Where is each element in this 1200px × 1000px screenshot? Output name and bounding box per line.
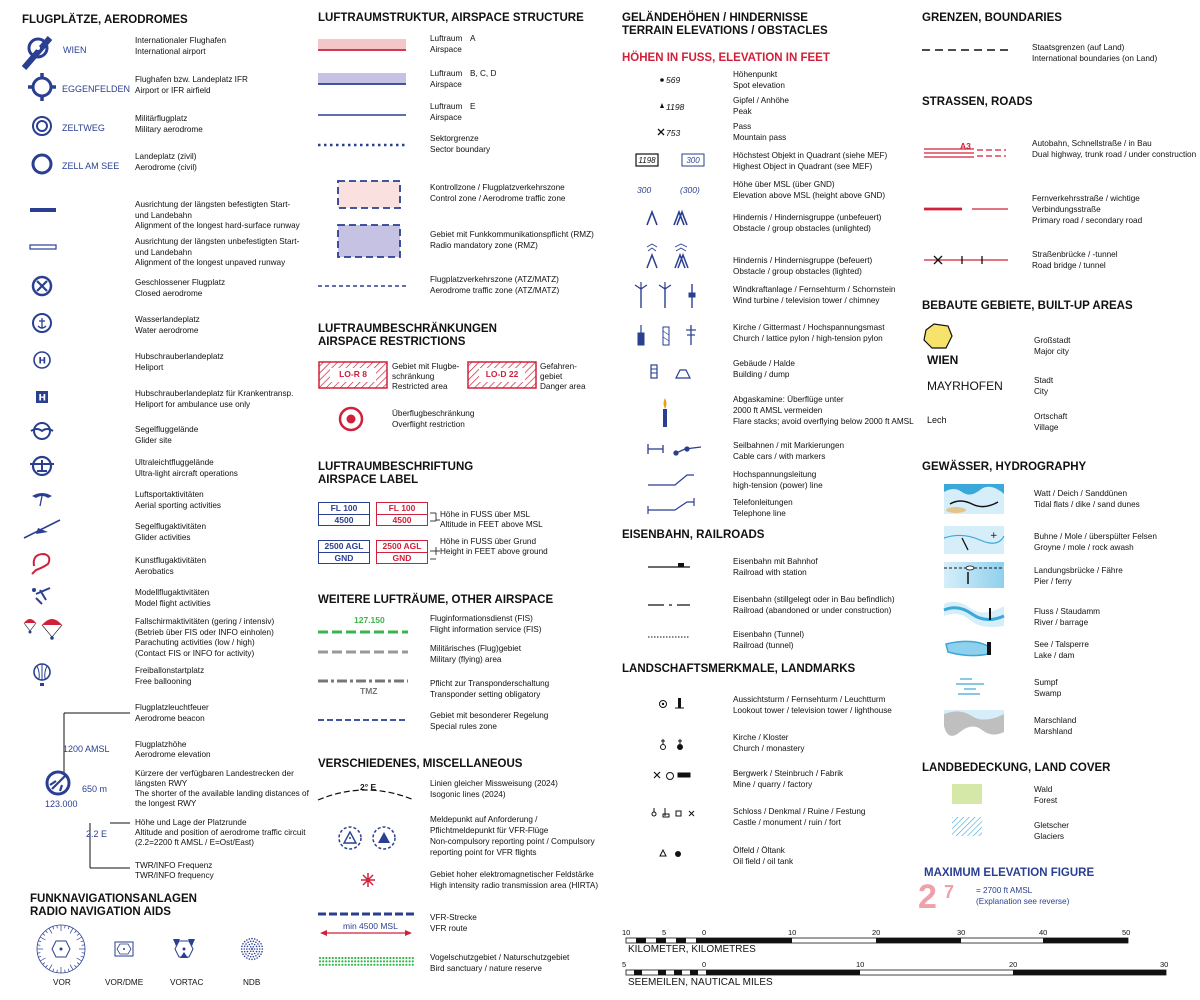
hq-black-value: 1198 (638, 156, 656, 165)
lm5-en: Oil field / oil tank (733, 857, 794, 866)
section-title-radio-de: FUNKNAVIGATIONSANLAGEN (30, 893, 197, 905)
obst-unl-de: Hindernis / Hindernisgruppe (unbefeuert) (733, 213, 882, 222)
rwy-text-4: the longest RWY (135, 799, 197, 808)
city3-en: Village (1034, 423, 1059, 432)
aerodrome-legend-text: Geschlossener Flugplatz (135, 278, 226, 287)
boundary-road-symbols (922, 40, 1022, 280)
aerodrome-legend-text: Segelfluggelände (135, 425, 199, 434)
aerodrome-legend-text: Heliport (135, 362, 164, 372)
wind-de: Windkraftanlage / Fernsehturm / Schornstein (733, 285, 896, 294)
forest-en: Forest (1034, 796, 1058, 805)
obst-l-de: Hindernis / Hindernisgruppe (befeuert) (733, 256, 873, 265)
rwy-text-1: Kürzere der verfügbaren Landestrecken der (135, 769, 294, 778)
tel-en: Telephone line (733, 509, 786, 518)
section-title-built-up: BEBAUTE GEBIETE, BUILT-UP AREAS (922, 300, 1133, 312)
city2-en: City (1034, 387, 1049, 396)
mef-figure-big: 2 (918, 878, 937, 916)
atz-de: Flugplatzverkehrszone (ATZ/MATZ) (430, 275, 559, 284)
hq-en: Highest Object in Quadrant (see MEF) (733, 162, 873, 171)
aerodrome-legend-text: Closed aerodrome (135, 288, 203, 298)
fis-en: Flight information service (FIS) (430, 625, 542, 634)
road-bridge-tunnel-icon (924, 256, 1008, 264)
isog-en: Isogonic lines (2024) (430, 790, 506, 799)
elev-text-en: Aerodrome elevation (135, 750, 211, 759)
highway-number: A3 (960, 141, 971, 151)
svg-text:H: H (38, 393, 47, 404)
aerodrome-legend-text: International airport (135, 46, 206, 56)
road3-en: Road bridge / tunnel (1032, 261, 1106, 270)
airspace-a-1: Luftraum (430, 34, 463, 43)
rail3-de: Eisenbahn (Tunnel) (733, 630, 805, 639)
aerodrome-legend-text: Alignment of the longest hard-surface runway (135, 221, 300, 230)
tmz-de: Pflicht zur Transponderschaltung (430, 679, 550, 688)
tmz-en: Transponder setting obligatory (430, 690, 541, 699)
aerodrome-legend-text: Hubschrauberlandeplatz (135, 352, 224, 361)
h1-en: Tidal flats / dike / sand dunes (1034, 500, 1140, 509)
scale-tick-label: 40 (1039, 928, 1048, 937)
lod-text-1: Gefahren- (540, 362, 577, 371)
isog-de: Linien gleicher Missweisung (2024) (430, 779, 558, 788)
sector-en: Sector boundary (430, 145, 491, 154)
scale-tick-label: 30 (1160, 960, 1169, 969)
sector-de: Sektorgrenze (430, 134, 479, 143)
special-en: Special rules zone (430, 722, 497, 731)
section-title-terrain-en: TERRAIN ELEVATIONS / OBSTACLES (622, 25, 828, 37)
ctr-de: Kontrollzone / Flugplatzverkehrszone (430, 183, 565, 192)
aerodrome-legend-text: Alignment of the longest unpaved runway (135, 258, 286, 267)
cable-de: Seilbahnen / mit Markierungen (733, 441, 845, 450)
report-2: Pflichtmeldepunkt für VFR-Flüge (430, 826, 549, 835)
h3-en: Pier / ferry (1034, 577, 1072, 586)
atz-en: Aerodrome traffic zone (ATZ/MATZ) (430, 286, 560, 295)
rmz-de: Gebiet mit Funkkommunikationspflicht (RMZ) (430, 230, 594, 239)
spot-elevation-value: 569 (666, 75, 681, 85)
aerodrome-legend-text: Wasserlandeplatz (135, 315, 200, 324)
city2-de: Stadt (1034, 376, 1054, 385)
vfr-de: VFR-Strecke (430, 913, 477, 922)
aerodrome-legend-text: Parachuting activities (low / high) (135, 638, 255, 647)
scale-tick-label: 10 (856, 960, 865, 969)
rmz-en: Radio mandatory zone (RMZ) (430, 241, 538, 250)
agl-text-en: Height in FEET above ground (440, 547, 548, 556)
section-title-label-en: AIRSPACE LABEL (318, 474, 419, 486)
major-city-name: WIEN (927, 353, 959, 367)
vfr-en: VFR route (430, 924, 468, 933)
aerodrome-legend-text: Modellflugaktivitäten (135, 588, 210, 597)
lm1-de: Aussichtsturm / Fernsehturm / Leuchtturm (733, 695, 886, 704)
report-3: Non-compulsory reporting point / Compulsory (430, 837, 595, 846)
gnd-en: Elevation above MSL (height above GND) (733, 191, 886, 200)
aerodrome-legend-text: Water aerodrome (135, 325, 199, 335)
twr-text-de: TWR/INFO Frequenz (135, 861, 213, 870)
section-title-boundaries: GRENZEN, BOUNDARIES (922, 12, 1062, 24)
peak-value: 1198 (666, 102, 685, 112)
aerodrome-legend-text: Ausrichtung der längsten befestigten Start- (135, 200, 291, 209)
hq-blue-value: 300 (686, 156, 700, 165)
major-city-icon (922, 322, 962, 354)
flare-2: 2000 ft AMSL vermeiden (733, 406, 823, 415)
scale-tick-label: 0 (702, 928, 707, 937)
danger-area-label: LO-D 22 (485, 369, 519, 379)
rwy-text-3: The shorter of the available landing distances of (135, 789, 309, 798)
radio-label-vor: VOR (53, 978, 71, 987)
aerodrome-legend-text: und Landebahn (135, 210, 192, 220)
agl-label-blue: 2500 AGL GND (318, 540, 370, 564)
section-title-landmarks: LANDSCHAFTSMERKMALE, LANDMARKS (622, 663, 856, 675)
circ-text-3: (2.2=2200 ft AMSL / E=Ost/East) (135, 838, 254, 847)
scale-km-label: KILOMETER, KILOMETRES (628, 944, 756, 955)
fl-text-en: Altitude in FEET above MSL (440, 520, 543, 529)
bird-en: Bird sanctuary / nature reserve (430, 964, 542, 973)
section-title-airspace-structure: LUFTRAUMSTRUKTUR, AIRSPACE STRUCTURE (318, 12, 584, 24)
aerodrome-legend-text: Aerodrome (civil) (135, 162, 197, 172)
wind-en: Wind turbine / television tower / chimney (733, 296, 880, 305)
rail2-de: Eisenbahn (stillgelegt oder in Bau befindlich) (733, 595, 895, 604)
aerodrome-legend-text: Ausrichtung der längsten unbefestigten Start- (135, 237, 300, 246)
aerodrome-legend-text: Free ballooning (135, 676, 192, 686)
cable-en: Cable cars / with markers (733, 452, 826, 461)
pier-ferry-icon (944, 562, 1004, 588)
spot-en: Spot elevation (733, 81, 785, 90)
section-title-roads: STRASSEN, ROADS (922, 96, 1033, 108)
lm4-de: Schloss / Denkmal / Ruine / Festung (733, 807, 866, 816)
forest-swatch (952, 784, 982, 804)
ctr-en: Control zone / Aerodrome traffic zone (430, 194, 566, 203)
airspace-e-2: E (470, 102, 476, 111)
glacier-en: Glaciers (1034, 832, 1065, 841)
aerodrome-name-label: WIEN (63, 45, 87, 55)
svg-text:H: H (38, 356, 47, 367)
runway-length-label: 650 m (82, 784, 108, 794)
bound-de: Staatsgrenzen (auf Land) (1032, 43, 1125, 52)
bird-de: Vogelschutzgebiet / Naturschutzgebiet (430, 953, 570, 962)
spot-de: Höhenpunkt (733, 70, 778, 79)
mef-figure-small: 7 (944, 882, 955, 902)
aerodrome-legend-text: Freiballonstartplatz (135, 666, 205, 675)
hirta-de: Gebiet hoher elektromagnetischer Feldstärke (430, 870, 594, 879)
h4-en: River / barrage (1034, 618, 1089, 627)
airspace-bcd-2: B, C, D (470, 69, 497, 78)
pass-de: Pass (733, 122, 752, 131)
restricted-area-label: LO-R 8 (339, 369, 367, 379)
rail1-de: Eisenbahn mit Bahnhof (733, 557, 818, 566)
aerodrome-legend-text: Ultraleichtfluggelände (135, 458, 214, 467)
h2-de: Buhne / Mole / überspülter Felsen (1034, 532, 1157, 541)
vfr-route-label: min 4500 MSL (343, 921, 398, 931)
hq-de: Höchstest Objekt in Quadrant (siehe MEF) (733, 151, 888, 160)
section-title-terrain-de: GELÄNDEHÖHEN / HINDERNISSE (622, 12, 808, 24)
section-title-railroads: EISENBAHN, RAILROADS (622, 529, 765, 541)
road1-en: Dual highway, trunk road / under construction (1032, 150, 1197, 159)
beacon-text-de: Flugplatzleuchtfeuer (135, 703, 209, 712)
mef-text-1: = 2700 ft AMSL (976, 886, 1033, 895)
lm3-de: Bergwerk / Steinbruch / Fabrik (733, 769, 844, 778)
overflight-de: Überflugbeschränkung (392, 409, 475, 418)
lm3-en: Mine / quarry / factory (733, 780, 813, 789)
h6-en: Swamp (1034, 689, 1062, 698)
road2-2: Verbindungsstraße (1032, 205, 1101, 214)
section-title-land-cover: LANDBEDECKUNG, LAND COVER (922, 762, 1111, 774)
msl-value: 300 (637, 185, 652, 195)
h3-de: Landungsbrücke / Fähre (1034, 566, 1123, 575)
h1-de: Watt / Deich / Sanddünen (1034, 489, 1127, 498)
section-title-mef: MAXIMUM ELEVATION FIGURE (924, 867, 1095, 879)
aerodrome-legend-text: Segelflugaktivitäten (135, 522, 207, 531)
special-de: Gebiet mit besonderer Regelung (430, 711, 549, 720)
aerodrome-legend-text: Glider activities (135, 532, 191, 542)
lm5-de: Ölfeld / Öltank (733, 846, 785, 855)
aerodrome-legend-text: Glider site (135, 435, 172, 445)
marshland-icon (944, 710, 1004, 736)
lm2-de: Kirche / Kloster (733, 733, 789, 742)
mil-en: Military (flying) area (430, 655, 502, 664)
scale-tick-label: 20 (1009, 960, 1018, 969)
road1-de: Autobahn, Schnellstraße / in Bau (1032, 139, 1152, 148)
aerodrome-legend-text: Fallschirmaktivitäten (gering / intensiv) (135, 617, 275, 626)
aerodrome-legend-text: Aerial sporting activities (135, 500, 222, 510)
scale-tick-label: 10 (622, 928, 631, 937)
building-en: Building / dump (733, 370, 790, 379)
aerodrome-legend-text: Model flight activities (135, 598, 211, 608)
hirta-en: High intensity radio transmission area (HIRTA) (430, 881, 599, 890)
peak-de: Gipfel / Anhöhe (733, 96, 789, 105)
fl-text-de: Höhe in FUSS über MSL (440, 510, 531, 519)
city3-de: Ortschaft (1034, 412, 1068, 421)
fl-label-red: FL 100 4500 (376, 502, 428, 526)
lod-text-2: gebiet (540, 372, 563, 381)
h2-en: Groyne / mole / rock awash (1034, 543, 1134, 552)
beacon-text-en: Aerodrome beacon (135, 714, 205, 723)
section-title-label-de: LUFTRAUMBESCHRIFTUNG (318, 461, 474, 473)
fis-de: Fluginformationsdienst (FIS) (430, 614, 533, 623)
aerodrome-legend-text: Militärflugplatz (135, 114, 188, 123)
aerodrome-legend-text: Military aerodrome (135, 124, 203, 134)
village-name: Lech (927, 415, 947, 425)
aerodrome-legend-text: Flughafen bzw. Landeplatz IFR (135, 75, 248, 84)
power-de: Hochspannungsleitung (733, 470, 817, 479)
city1-de: Großstadt (1034, 336, 1071, 345)
airspace-bcd-1: Luftraum (430, 69, 463, 78)
mef-text-2: (Explanation see reverse) (976, 897, 1070, 906)
circuit-label: 2.2 E (86, 829, 108, 839)
scale-tick-label: 5 (622, 960, 627, 969)
rail2-en: Railroad (abandoned or under construction) (733, 606, 892, 615)
scale-tick-label: 30 (957, 928, 966, 937)
forest-de: Wald (1034, 785, 1053, 794)
obst-unl-en: Obstacle / group obstacles (unlighted) (733, 224, 871, 233)
aerodrome-legend-text: Landeplatz (zivil) (135, 152, 197, 161)
pass-value: 753 (666, 128, 681, 138)
swamp-icon (956, 679, 984, 694)
peak-en: Peak (733, 107, 752, 116)
bound-en: International boundaries (on Land) (1032, 54, 1158, 63)
mil-de: Militärisches (Flug)gebiet (430, 644, 522, 653)
report-4: reporting point for VFR flights (430, 848, 537, 857)
airspace-e-1: Luftraum (430, 102, 463, 111)
radio-label-vortac: VORTAC (170, 978, 204, 987)
lm4-en: Castle / monument / ruin / fort (733, 818, 841, 827)
aerodrome-legend-text: Heliport for ambulance use only (135, 399, 251, 409)
h7-de: Marschland (1034, 716, 1077, 725)
airspace-bcd-3: Airspace (430, 80, 462, 89)
aerodrome-legend-text: Internationaler Flughafen (135, 36, 227, 45)
fl-label-blue: FL 100 4500 (318, 502, 370, 526)
elev-text-de: Flugplatzhöhe (135, 740, 187, 749)
circ-text-1: Höhe und Lage der Platzrunde (135, 818, 247, 827)
scale-tick-label: 0 (702, 960, 707, 969)
agl-label-red: 2500 AGL GND (376, 540, 428, 564)
road3-de: Straßenbrücke / -tunnel (1032, 250, 1118, 259)
agl-text-de: Höhe in FUSS über Grund (440, 537, 537, 546)
lod-text-3: Danger area (540, 382, 586, 391)
aerodrome-legend-text: (Contact FIS or INFO for activity) (135, 648, 255, 658)
lor-text-3: Restricted area (392, 382, 448, 391)
aerodrome-legend-text: Airport or IFR airfield (135, 85, 211, 95)
obst-l-en: Obstacle / group obstacles (lighted) (733, 267, 862, 276)
aerodrome-name-label: ZELL AM SEE (62, 161, 120, 171)
svg-text:+: + (990, 531, 998, 541)
airspace-a-2: A (470, 34, 476, 43)
road2-1: Fernverkehrsstraße / wichtige (1032, 194, 1140, 203)
section-subtitle-elevation: HÖHEN IN FUSS, ELEVATION IN FEET (622, 52, 830, 64)
section-title-other-airspace: WEITERE LUFTRÄUME, OTHER AIRSPACE (318, 594, 554, 606)
hydrography-symbols (942, 480, 1008, 745)
scale-tick-label: 50 (1122, 928, 1131, 937)
aerodrome-name-label: EGGENFELDEN (62, 84, 131, 94)
frequency-label: 123.000 (45, 799, 78, 809)
h5-en: Lake / dam (1034, 651, 1075, 660)
airspace-a-3: Airspace (430, 45, 462, 54)
rwy-text-2: längsten RWY (135, 779, 188, 788)
rail3-en: Railroad (tunnel) (733, 641, 794, 650)
city1-en: Major city (1034, 347, 1070, 356)
aerodrome-legend-text: Luftsportaktivitäten (135, 490, 204, 499)
power-en: high-tension (power) line (733, 481, 823, 490)
aerodrome-legend-text: Hubschrauberlandeplatz für Krankentransp. (135, 389, 294, 398)
fis-frequency: 127.150 (354, 615, 385, 625)
scale-nm-label: SEEMEILEN, NAUTICAL MILES (628, 977, 773, 988)
lor-text-1: Gebiet mit Flugbe- (392, 362, 460, 371)
lor-text-2: schränkung (392, 372, 435, 381)
tidal-flats-icon (944, 484, 1004, 514)
gnd-de: Höhe über MSL (über GND) (733, 180, 835, 189)
section-title-radio-en: RADIO NAVIGATION AIDS (30, 906, 171, 918)
scale-tick-label: 5 (662, 928, 667, 937)
report-1: Meldepunkt auf Anforderung / (430, 815, 538, 824)
h4-de: Fluss / Staudamm (1034, 607, 1100, 616)
rail1-en: Railroad with station (733, 568, 807, 577)
flare-1: Abgaskamine: Überflüge unter (733, 395, 844, 404)
pass-en: Mountain pass (733, 133, 787, 142)
section-title-restrictions-en: AIRSPACE RESTRICTIONS (318, 336, 466, 348)
twr-text-en: TWR/INFO frequency (135, 871, 214, 880)
flare-3: Flare stacks; avoid overflying below 2000 ft AMSL (733, 417, 914, 426)
tel-de: Telefonleitungen (733, 498, 793, 507)
aerodrome-legend-text: Kunstflugaktivitäten (135, 556, 207, 565)
elevation-label: 1200 AMSL (63, 744, 110, 754)
groyne-icon (944, 526, 1004, 554)
radio-label-vordme: VOR/DME (105, 978, 144, 987)
scale-tick-label: 20 (872, 928, 881, 937)
lake-dam-icon (946, 641, 991, 655)
city-name: MAYRHOFEN (927, 379, 1003, 393)
lm1-en: Lookout tower / television tower / lighthouse (733, 706, 892, 715)
glacier-de: Gletscher (1034, 821, 1070, 830)
aerodrome-legend-text: Ultra-light aircraft operations (135, 468, 238, 478)
section-title-misc: VERSCHIEDENES, MISCELLANEOUS (318, 758, 523, 770)
aerodrome-name-label: ZELTWEG (62, 123, 105, 133)
aerodrome-legend-text: (Betrieb über FIS oder INFO einholen) (135, 627, 274, 637)
circ-text-2: Altitude and position of aerodrome traffic circuit (135, 828, 306, 837)
airspace-e-3: Airspace (430, 113, 462, 122)
church-en: Church / lattice pylon / high-tension pylon (733, 334, 883, 343)
scale-tick-label: 10 (788, 928, 797, 937)
aerodrome-legend-text: Aerobatics (135, 566, 174, 576)
building-de: Gebäude / Halde (733, 359, 795, 368)
h7-en: Marshland (1034, 727, 1073, 736)
aerodrome-legend-text: und Landebahn (135, 247, 192, 257)
h6-de: Sumpf (1034, 678, 1058, 687)
isogonic-label: 2° E (360, 782, 377, 792)
road2-3: Primary road / secondary road (1032, 216, 1143, 225)
church-de: Kirche / Gittermast / Hochspannungsmast (733, 323, 885, 332)
radio-label-ndb: NDB (243, 978, 261, 987)
section-title-aerodromes: FLUGPLÄTZE, AERODROMES (22, 14, 188, 26)
section-title-restrictions-de: LUFTRAUMBESCHRÄNKUNGEN (318, 323, 497, 335)
river-barrage-icon (944, 602, 1004, 627)
gnd-value: (300) (680, 185, 700, 195)
tmz-label: TMZ (360, 686, 378, 696)
glacier-swatch (952, 817, 984, 837)
h5-de: See / Talsperre (1034, 640, 1089, 649)
lm2-en: Church / monastery (733, 744, 805, 753)
overflight-en: Overflight restriction (392, 420, 465, 429)
section-title-hydrography: GEWÄSSER, HYDROGRAPHY (922, 461, 1087, 473)
